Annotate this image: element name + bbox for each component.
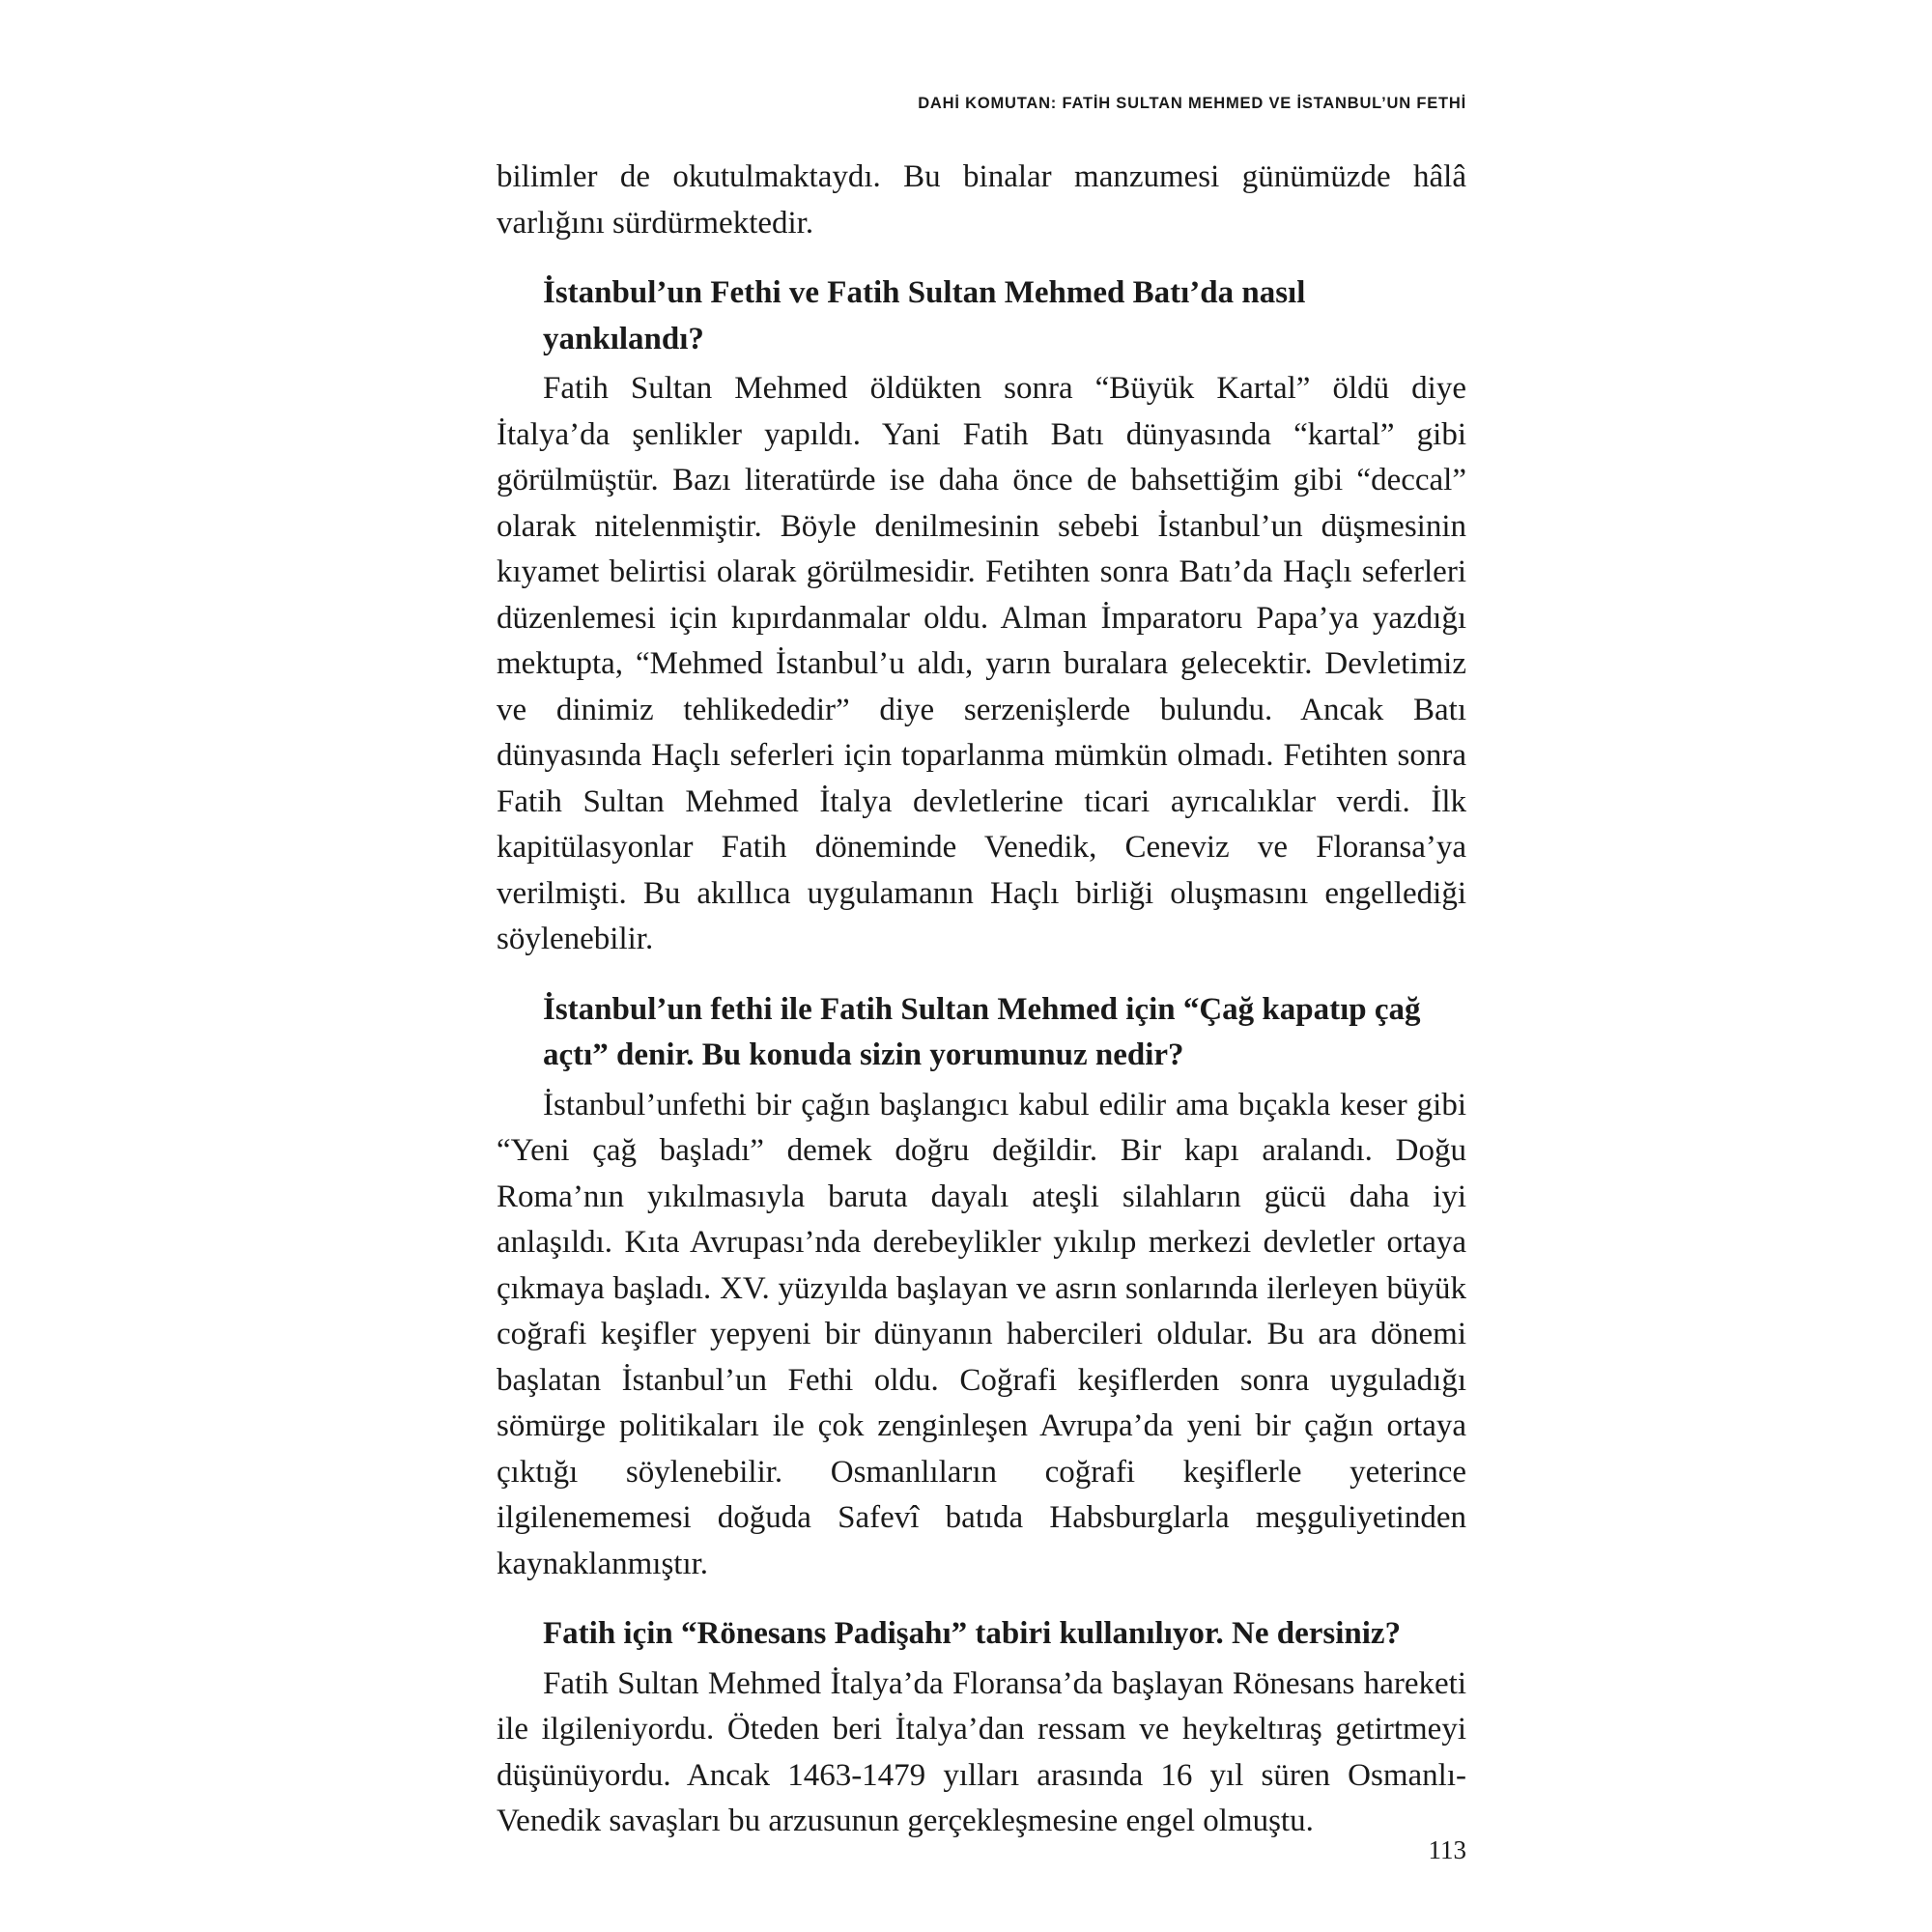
running-header: DAHİ KOMUTAN: FATİH SULTAN MEHMED VE İSTANBUL’UN FETHİ (918, 95, 1466, 112)
section-heading-renaissance-sultan: Fatih için “Rönesans Padişahı” tabiri kullanılıyor. Ne dersiniz? (543, 1616, 1402, 1651)
section-paragraph-renaissance-sultan: Fatih Sultan Mehmed İtalya’da Floransa’da başlayan Rönesans hareketi ile ilgileniyordu. Öteden beri İtalya’dan ressam ve heykeltıraş getirtmeyi düşünüyordu. Ancak 1463-1479 yılları arasında 16 yıl süren Osmanlı-Venedik savaşları bu arzusunun gerçekleşmesine engel olmuştu. (497, 1665, 1466, 1838)
page-number: 113 (1428, 1835, 1466, 1864)
section-paragraph-new-era: İstanbul’unfethi bir çağın başlangıcı kabul edilir ama bıçakla keser gibi “Yeni çağ başladı” demek doğru değildir. Bir kapı aralandı. Doğu Roma’nın yıkılmasıyla baruta dayalı ateşli silahların gücü daha iyi anlaşıldı. Kıta Avrupası’nda derebeylikler yıkılıp merkezi devletler ortaya çıkmaya başladı. XV. yüzyılda başlayan ve asrın sonlarında ilerleyen büyük coğrafi keşifler yepyeni bir dünyanın habercileri oldular. Bu ara dönemi başlatan İstanbul’un Fethi oldu. Coğrafi keşiflerden sonra uyguladığı sömürge politikaları ile çok zenginleşen Avrupa’da yeni bir çağın ortaya çıktığı söylenebilir. Osmanlıların coğrafi keşiflerle yeterince ilgilenememesi doğuda Safevî batıda Habsburglarla meşguliyetinden kaynaklanmıştır. (497, 1087, 1466, 1581)
section-heading-west-reaction: İstanbul’un Fethi ve Fatih Sultan Mehmed Batı’da nasıl yankılandı? (543, 275, 1306, 356)
section-heading-new-era: İstanbul’un fethi ile Fatih Sultan Mehmed için “Çağ kapatıp çağ açtı” denir. Bu konuda sizin yorumunuz nedir? (543, 991, 1421, 1072)
page-body (497, 155, 1466, 1845)
intro-paragraph: bilimler de okutulmaktaydı. Bu binalar manzumesi günümüzde hâlâ varlığını sürdürmektedir. (497, 159, 1466, 241)
section-paragraph-west-reaction: Fatih Sultan Mehmed öldükten sonra “Büyük Kartal” öldü diye İtalya’da şenlikler yapıldı. Yani Fatih Batı dünyasında “kartal” gibi görülmüştür. Bazı literatürde ise daha önce de bahsettiğim gibi “deccal” olarak nitelenmiştir. Böyle denilmesinin sebebi İstanbul’un düşmesinin kıyamet belirtisi olarak görülmesidir. Fetihten sonra Batı’da Haçlı seferleri düzenlemesi için kıpırdanmalar oldu. Alman İmparatoru Papa’ya yazdığı mektupta, “Mehmed İstanbul’u aldı, yarın buralara gelecektir. Devletimiz ve dinimiz tehlikededir” diye serzenişlerde bulundu. Ancak Batı dünyasında Haçlı seferleri için toparlanma mümkün olmadı. Fetihten sonra Fatih Sultan Mehmed İtalya devletlerine ticari ayrıcalıklar verdi. İlk kapitülasyonlar Fatih döneminde Venedik, Ceneviz ve Floransa’ya verilmişti. Bu akıllıca uygulamanın Haçlı birliği oluşmasını engellediği söylenebilir. (497, 371, 1466, 956)
